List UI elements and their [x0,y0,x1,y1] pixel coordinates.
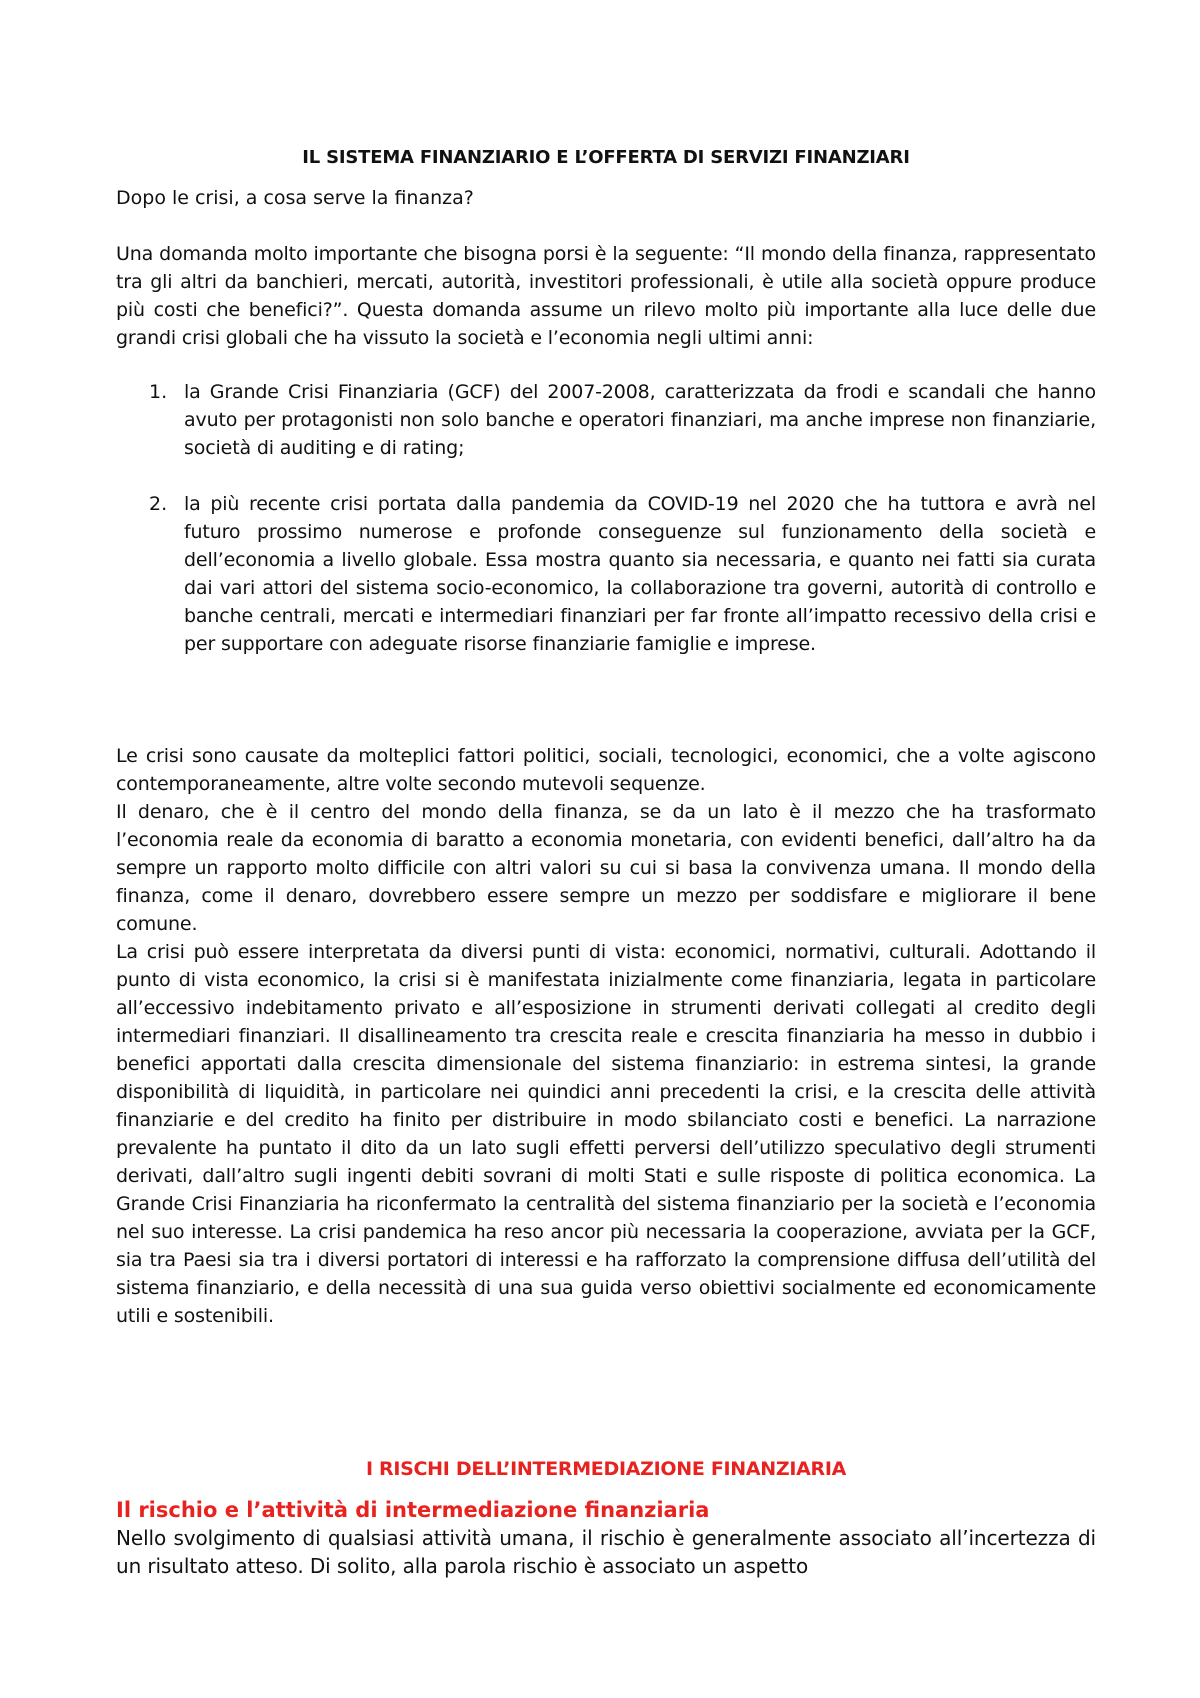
document-title: IL SISTEMA FINANZIARIO E L’OFFERTA DI SERVIZI FINANZIARI [302,147,910,168]
intro-paragraph: Una domanda molto importante che bisogna porsi è la seguente: “Il mondo della finanza, rappresentato tra gli altri da banchieri, mercati, autorità, investitori professionali, è utile alla società oppure produce più costi che benefici?”. Questa domanda assume un rilevo molto più importante alla luce delle due grandi crisi globali che ha vissuto la società e l’economia negli ultimi anni: [116,243,1096,349]
list-item-number: 1. [149,381,168,403]
body-paragraph: La crisi può essere interpretata da diversi punti di vista: economici, normativi, culturali. Adottando il punto di vista economico, la crisi si è manifestata inizialmente come finanziaria, legata in particolare all’eccessivo indebitamento privato e all’esposizione in strumenti derivati collegati al credito degli intermediari finanziari. Il disallineamento tra crescita reale e crescita finanziaria ha messo in dubbio i benefici apportati dalla crescita dimensionale del sistema finanziario: in estrema sintesi, la grande disponibilità di liquidità, in particolare nei quindici anni precedenti la crisi, e la crescita delle attività finanziarie e del credito ha finito per distribuire in modo sbilanciato costi e benefici. La narrazione prevalente ha puntato il dito da un lato sugli effetti perversi dell’utilizzo speculativo degli strumenti derivati, dall’altro sugli ingenti debiti sovrani di molti Stati e sulle risposte di politica economica. La Grande Crisi Finanziaria ha riconfermato la centralità del sistema finanziario per la società e l’economia nel suo interesse. La crisi pandemica ha reso ancor più necessaria la cooperazione, avviata per la GCF, sia tra Paesi sia tra i diversi portatori di interessi e ha rafforzato la comprensione diffusa dell’utilità del sistema finanziario, e della necessità di una sua guida verso obiettivi socialmente ed economicamente utili e sostenibili. [116,941,1096,1327]
list-item-text: la Grande Crisi Finanziaria (GCF) del 2007-2008, caratterizzata da frodi e scandali che hanno avuto per protagonisti non solo banche e operatori finanziari, ma anche imprese non finanziarie, società di auditing e di rating; [184,381,1096,459]
body-paragraph: Le crisi sono causate da molteplici fattori politici, sociali, tecnologici, economici, che a volte agiscono contemporaneamente, altre volte secondo mutevoli sequenze. [116,745,1096,795]
list-item-number: 2. [149,493,168,515]
section-title: I RISCHI DELL’INTERMEDIAZIONE FINANZIARIA [365,1458,847,1480]
document-subtitle: Dopo le crisi, a cosa serve la finanza? [116,187,474,209]
section-paragraph: Nello svolgimento di qualsiasi attività umana, il rischio è generalmente associato all’incertezza di un risultato atteso. Di solito, alla parola rischio è associato un aspetto [116,1526,1096,1578]
body-paragraph: Il denaro, che è il centro del mondo della finanza, se da un lato è il mezzo che ha trasformato l’economia reale da economia di baratto a economia monetaria, con evidenti benefici, dall’altro ha da sempre un rapporto molto difficile con altri valori su cui si basa la convivenza umana. Il mondo della finanza, come il denaro, dovrebbero essere sempre un mezzo per soddisfare e migliorare il bene comune. [116,801,1096,935]
list-item-text: la più recente crisi portata dalla pandemia da COVID-19 nel 2020 che ha tuttora e avrà nel futuro prossimo numerose e profonde conseguenze sul funzionamento della società e dell’economia a livello globale. Essa mostra quanto sia necessaria, e quanto nei fatti sia curata dai vari attori del sistema socio-economico, la collaborazione tra governi, autorità di controllo e banche centrali, mercati e intermediari finanziari per far fronte all’impatto recessivo della crisi e per supportare con adeguate risorse finanziarie famiglie e imprese. [184,493,1096,655]
section-subtitle: Il rischio e l’attività di intermediazione finanziaria [116,1498,710,1522]
